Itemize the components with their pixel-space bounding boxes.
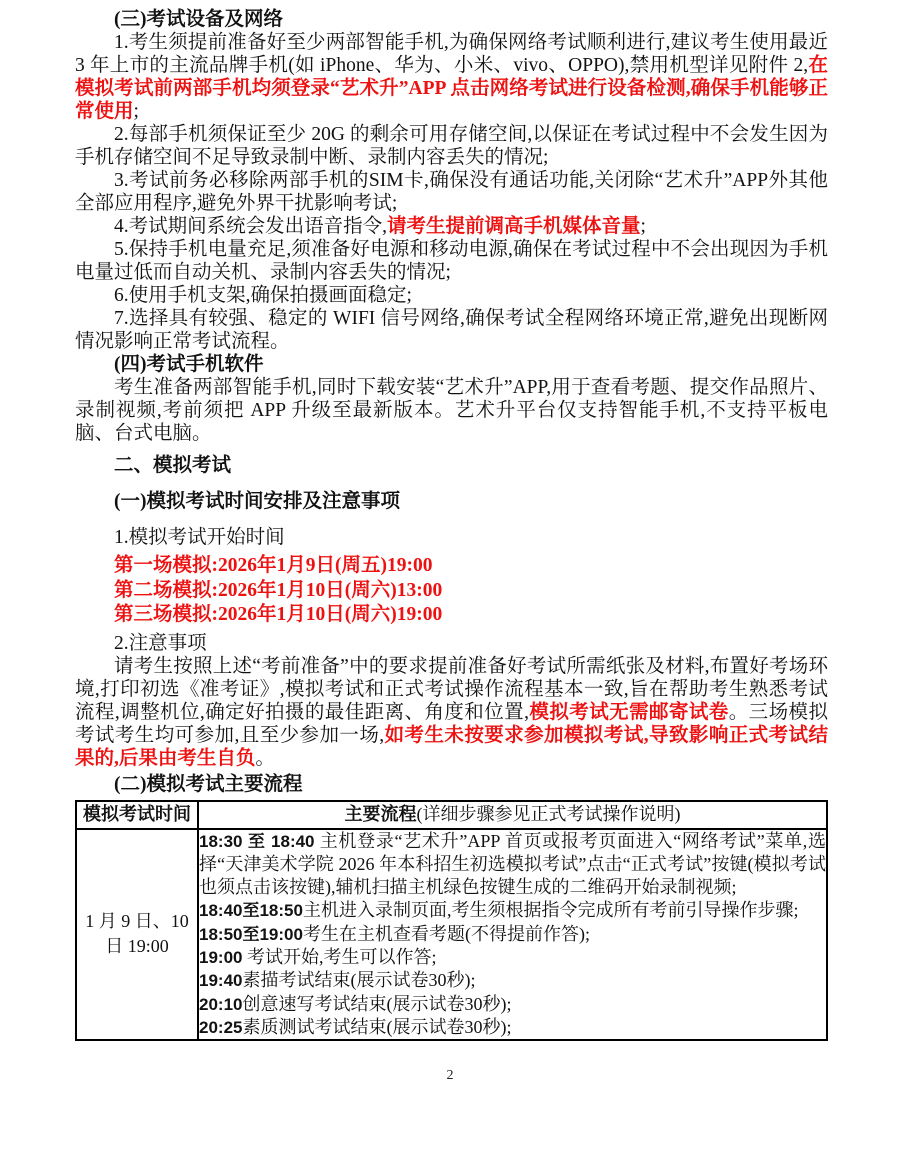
paragraph-notes-end: 。	[255, 747, 275, 769]
flow-step-3-text: 考生在主机查看考题(不得提前作答);	[302, 923, 590, 944]
paragraph-item-1-text: 1.考生须提前准备好至少两部智能手机,为确保网络考试顺利进行,建议考生使用最近 3 年上市的主流品牌手机(如 iPhone、华为、小米、vivo、OPPO),禁用机型详见附件 2,	[75, 32, 828, 76]
paragraph-notes-red-text-2: 如考生未按要求参加模拟考试,导致影响正式考试结果的,后果由考生自负	[75, 724, 828, 769]
flow-step-3-time: 18:50至19:00	[199, 924, 303, 944]
section-heading-software: (四)考试手机软件	[114, 354, 264, 375]
flow-step-4-text: 考试开始,考生可以作答;	[242, 946, 437, 967]
table-header-row	[76, 801, 827, 829]
page-number: 2	[446, 1068, 454, 1083]
schedule-line-2: 第二场模拟:2026年1月10日(周六)13:00	[114, 579, 443, 601]
mock-exam-process-table	[75, 800, 828, 1042]
flow-step-4-time: 19:00	[199, 947, 243, 967]
paragraph-item-2: 2.每部手机须保证至少 20G 的剩余可用存储空间,以保证在考试过程中不会发生因为手机存储空间不足导致录制中断、录制内容丢失的情况;	[75, 124, 828, 168]
schedule-line-1: 第一场模拟:2026年1月9日(周五)19:00	[114, 555, 433, 576]
table-time-cell	[76, 829, 198, 1041]
paragraph-item-1-end: ;	[133, 101, 139, 122]
paragraph-item-4-end: ;	[640, 216, 646, 237]
table-header-flow-note: (详细步骤参见正式考试操作说明)	[416, 804, 681, 824]
flow-step-1-time: 18:30 至 18:40	[199, 831, 315, 851]
table-body-row	[76, 829, 827, 1041]
flow-step-6-time: 20:10	[199, 994, 243, 1014]
table-header-flow	[198, 801, 827, 829]
flow-step-2-time: 18:40至18:50	[199, 901, 303, 921]
schedule-line-3: 第三场模拟:2026年1月10日(周六)19:00	[114, 604, 443, 625]
flow-step-2	[199, 899, 826, 922]
flow-step-1	[199, 830, 826, 900]
paragraph-item-7: 7.选择具有较强、稳定的 WIFI 信号网络,确保考试全程网络环境正常,避免出现断网情况影响正常考试流程。	[75, 308, 828, 352]
table-header-flow-title: 主要流程	[344, 804, 417, 824]
table-time-line-2: 日 19:00	[105, 936, 169, 957]
flow-step-6-text: 创意速写考试结束(展示试卷30秒);	[242, 993, 512, 1014]
flow-step-7-text: 素质测试考试结束(展示试卷30秒);	[242, 1016, 512, 1037]
flow-step-3	[199, 923, 826, 946]
paragraph-item-1-red-text: 在模拟考试前两部手机均须登录“艺术升”APP 点击网络考试进行设备检测,确保手机能够正常使用	[75, 55, 828, 122]
paragraph-item-3: 3.考试前务必移除两部手机的SIM卡,确保没有通话功能,关闭除“艺术升”APP外其他全部应用程序,避免外界干扰影响考试;	[75, 170, 828, 214]
section-heading-mock-schedule: (一)模拟考试时间安排及注意事项	[114, 491, 400, 512]
flow-step-5-time: 19:40	[199, 971, 243, 991]
paragraph-notes-text-2: 。三场模拟考试考生均可参加,且至少参加一场,	[75, 701, 828, 746]
flow-step-4	[199, 946, 826, 969]
flow-step-2-text: 主机进入录制页面,考生须根据指令完成所有考前引导操作步骤;	[302, 900, 799, 921]
flow-step-6	[199, 993, 826, 1016]
mock-exam-schedule-list	[75, 554, 828, 628]
paragraph-item-4-text: 4.考试期间系统会发出语音指令,	[114, 216, 388, 237]
table-flow-cell	[198, 829, 827, 1041]
flow-step-7-time: 20:25	[199, 1017, 243, 1037]
flow-step-5-text: 素描考试结束(展示试卷30秒);	[242, 970, 476, 991]
paragraph-software: 考生准备两部智能手机,同时下载安装“艺术升”APP,用于查看考题、提交作品照片、录制视频,考前须把 APP 升级至最新版本。艺术升平台仅支持智能手机,不支持平板电脑、台式电脑。	[75, 377, 828, 444]
paragraph-start-time-title: 1.模拟考试开始时间	[114, 527, 285, 548]
flow-step-1-text: 主机登录“艺术升”APP 首页或报考页面进入“网络考试”菜单,选择“天津美术学院 2026 年本科招生初选模拟考试”点击“正式考试”按键(模拟考试也须点击该按键),辅机扫描主机绿色按键生成的二维码开始录制视频;	[199, 830, 826, 898]
table-time-line-1: 1 月 9 日、10	[85, 911, 189, 932]
paragraph-item-5: 5.保持手机电量充足,须准备好电源和移动电源,确保在考试过程中不会出现因为手机电量过低而自动关机、录制内容丢失的情况;	[75, 239, 828, 283]
document-content	[75, 8, 828, 1041]
flow-step-5	[199, 969, 826, 992]
paragraph-notes-red-text-1: 模拟考试无需邮寄试卷	[528, 701, 729, 723]
paragraph-notes-title: 2.注意事项	[114, 632, 207, 654]
paragraph-item-4	[75, 215, 828, 238]
paragraph-item-6: 6.使用手机支架,确保拍摄画面稳定;	[114, 285, 412, 306]
paragraph-notes-text-1: 请考生按照上述“考前准备”中的要求提前准备好考试所需纸张及材料,布置好考场环境,打印初选《准考证》,模拟考试和正式考试操作流程基本一致,旨在帮助考生熟悉考试流程,调整机位,确定好拍摄的最佳距离、角度和位置,	[75, 655, 828, 723]
flow-step-7	[199, 1016, 826, 1039]
paragraph-item-1	[75, 31, 828, 123]
paragraph-item-4-red-text: 请考生提前调高手机媒体音量	[387, 216, 641, 237]
section-heading-mock-exam: 二、模拟考试	[114, 455, 232, 476]
paragraph-notes	[75, 655, 828, 770]
table-header-time: 模拟考试时间	[76, 801, 198, 829]
section-heading-devices: (三)考试设备及网络	[114, 9, 283, 30]
section-heading-mock-process: (二)模拟考试主要流程	[114, 773, 303, 795]
